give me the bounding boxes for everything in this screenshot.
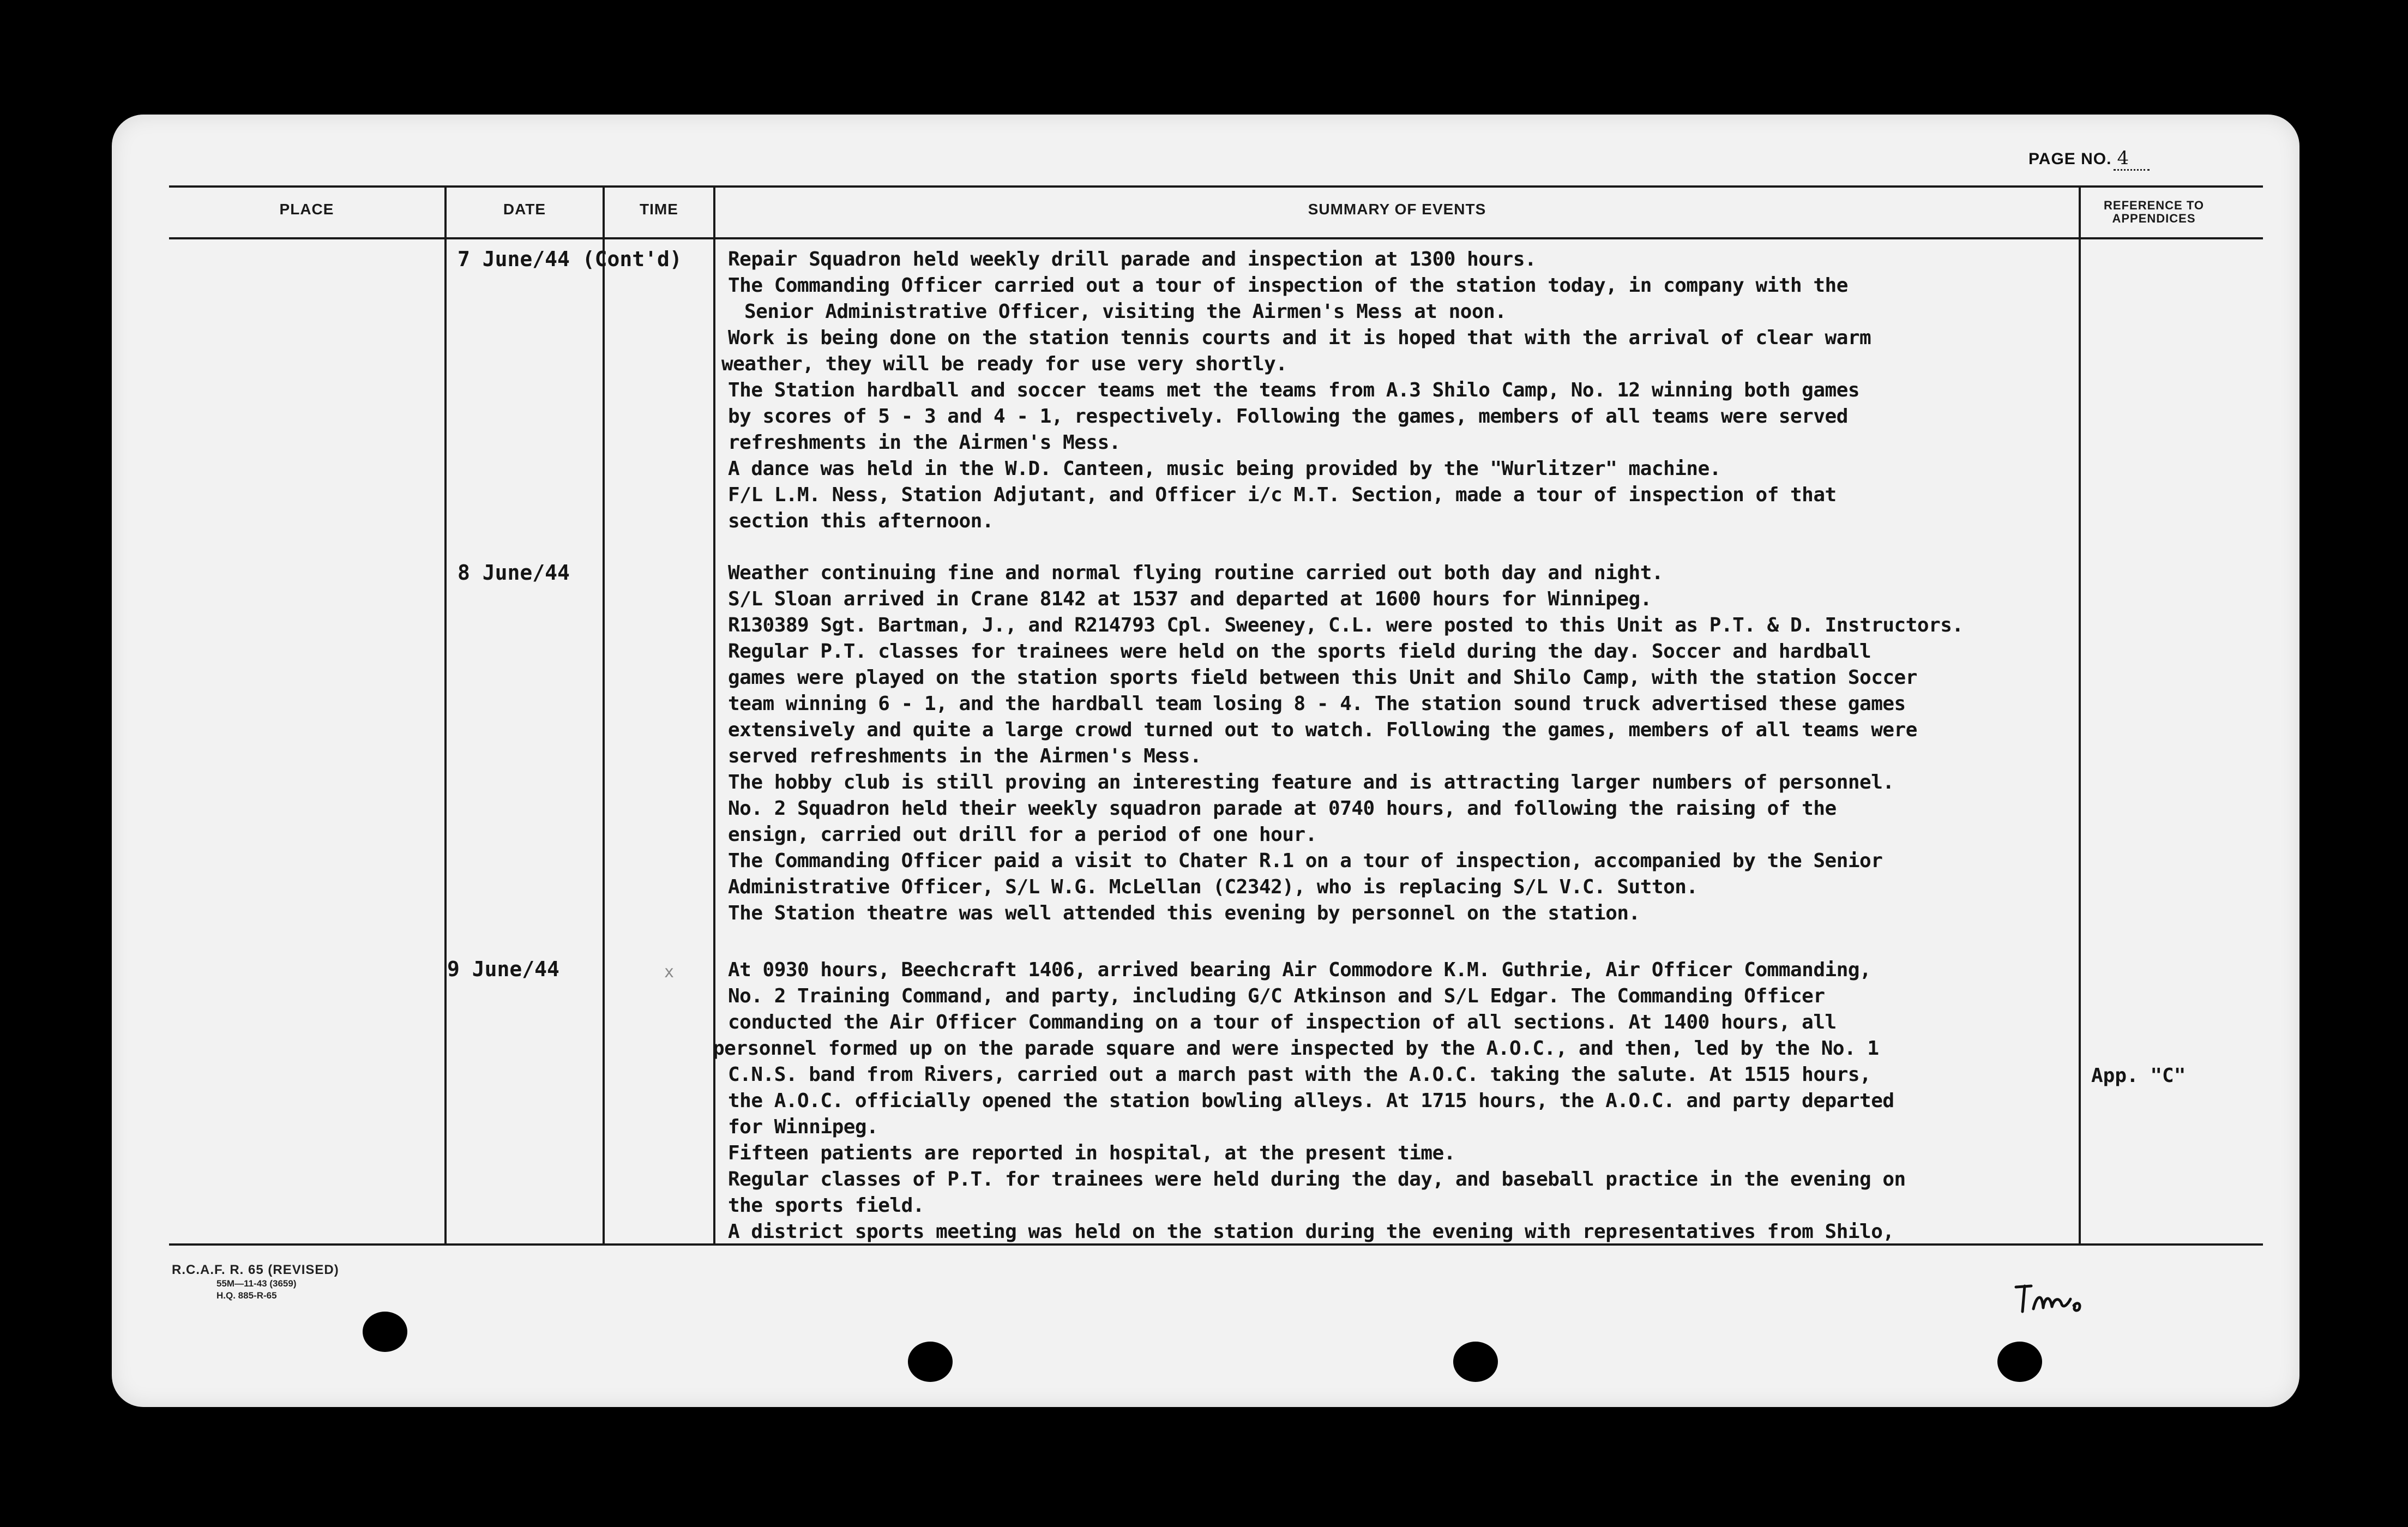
form-hq-code: H.Q. 885-R-65 [216,1290,277,1301]
binder-hole [908,1342,953,1382]
margin-mark: x [664,963,675,982]
entry-line: Regular classes of P.T. for trainees were held during the day, and baseball practice in the evening on [728,1168,1906,1191]
header-bottom-rule [169,237,2263,239]
appendix-reference: App. "C" [2091,1065,2186,1087]
entry-line: Administrative Officer, S/L W.G. McLellan (C2342), who is replacing S/L V.C. Sutton. [728,876,1698,898]
form-number: R.C.A.F. R. 65 (REVISED) [172,1263,339,1277]
divider-place-date [444,185,447,1245]
entry-line: No. 2 Training Command, and party, including G/C Atkinson and S/L Edgar. The Commanding Officer [728,985,1825,1007]
table-bottom-rule [169,1243,2263,1246]
entry-line: weather, they will be ready for use very shortly. [721,353,1287,375]
entry-date: 9 June/44 [447,957,559,981]
entry-line: F/L L.M. Ness, Station Adjutant, and Officer i/c M.T. Section, made a tour of inspection of that [728,484,1837,506]
entry-line: Work is being done on the station tennis courts and it is hoped that with the arrival of clear warm [728,327,1871,349]
entry-line: The hobby club is still proving an interesting feature and is attracting larger numbers of personnel. [728,771,1894,793]
entry-date: 7 June/44 (Cont'd) [457,247,682,271]
diary-sheet [112,115,2299,1407]
entry-line: The Station theatre was well attended this evening by personnel on the station. [728,902,1640,924]
entry-line: team winning 6 - 1, and the hardball team losing 8 - 4. The station sound truck advertised these games [728,693,1906,715]
column-header-place: PLACE [279,201,334,218]
entry-line: the A.O.C. officially opened the station bowling alleys. At 1715 hours, the A.O.C. and party departed [728,1090,1894,1112]
entry-line: The Commanding Officer paid a visit to Chater R.1 on a tour of inspection, accompanied by the Senior [728,850,1883,872]
page-number [2028,147,2150,171]
column-header-summary: SUMMARY OF EVENTS [1308,201,1486,218]
entry-line: R130389 Sgt. Bartman, J., and R214793 Cpl. Sweeney, C.L. were posted to this Unit as P.T. & D. Instructors. [728,614,1964,636]
divider-date-time [603,185,605,1245]
entry-line: the sports field. [728,1194,924,1217]
entry-line: served refreshments in the Airmen's Mess. [728,745,1202,767]
entry-date: 8 June/44 [457,561,570,585]
column-header-time: TIME [640,201,678,218]
entry-line: Senior Administrative Officer, visiting the Airmen's Mess at noon. [744,300,1507,323]
form-print-code: 55M—11-43 (3659) [216,1278,297,1289]
entry-line: A dance was held in the W.D. Canteen, music being provided by the "Wurlitzer" machine. [728,458,1721,480]
form-identifier [172,1263,339,1302]
entry-line: personnel formed up on the parade square and were inspected by the A.O.C., and then, led by the No. 1 [713,1037,1879,1060]
entry-line: Weather continuing fine and normal flying routine carried out both day and night. [728,562,1664,584]
binder-hole [363,1312,407,1352]
entry-line: No. 2 Squadron held their weekly squadron parade at 0740 hours, and following the raising of the [728,797,1837,820]
page-number-value: 4 [2114,147,2150,171]
binder-hole [1453,1342,1498,1382]
entry-line: games were played on the station sports field between this Unit and Shilo Camp, with the station Soccer [728,666,1917,689]
entry-line: C.N.S. band from Rivers, carried out a march past with the A.O.C. taking the salute. At 1515 hours, [728,1063,1871,1086]
entry-line: extensively and quite a large crowd turned out to watch. Following the games, members of all teams were [728,719,1917,741]
entry-line: S/L Sloan arrived in Crane 8142 at 1537 and departed at 1600 hours for Winnipeg. [728,588,1652,610]
column-header-reference: REFERENCE TO APPENDICES [2104,199,2204,225]
divider-summary-reference [2079,185,2081,1245]
binder-hole [1997,1342,2042,1382]
entry-line: Regular P.T. classes for trainees were held on the sports field during the day. Soccer and hardball [728,640,1871,663]
entry-line: A district sports meeting was held on the station during the evening with representatives from Shilo, [728,1221,1894,1243]
entry-line: Fifteen patients are reported in hospital, at the present time. [728,1142,1455,1164]
entry-line: At 0930 hours, Beechcraft 1406, arrived bearing Air Commodore K.M. Guthrie, Air Officer Commanding, [728,959,1871,981]
entry-line: section this afternoon. [728,510,994,532]
page-number-label: PAGE NO. [2028,150,2112,168]
entry-line: Repair Squadron held weekly drill parade and inspection at 1300 hours. [728,248,1537,270]
entry-line: ensign, carried out drill for a period of one hour. [728,823,1317,846]
entry-line: for Winnipeg. [728,1116,878,1138]
entry-line: The Commanding Officer carried out a tour of inspection of the station today, in company with the [728,274,1848,297]
column-header-date: DATE [503,201,546,218]
header-top-rule [169,185,2263,188]
entry-line: conducted the Air Officer Commanding on a tour of inspection of all sections. At 1400 hours, all [728,1011,1837,1033]
entry-line: by scores of 5 - 3 and 4 - 1, respectively. Following the games, members of all teams were served [728,405,1848,428]
initials-signature [2009,1265,2091,1320]
entry-line: The Station hardball and soccer teams met the teams from A.3 Shilo Camp, No. 12 winning both games [728,379,1860,401]
entry-line: refreshments in the Airmen's Mess. [728,431,1121,454]
divider-time-summary [713,185,715,1245]
